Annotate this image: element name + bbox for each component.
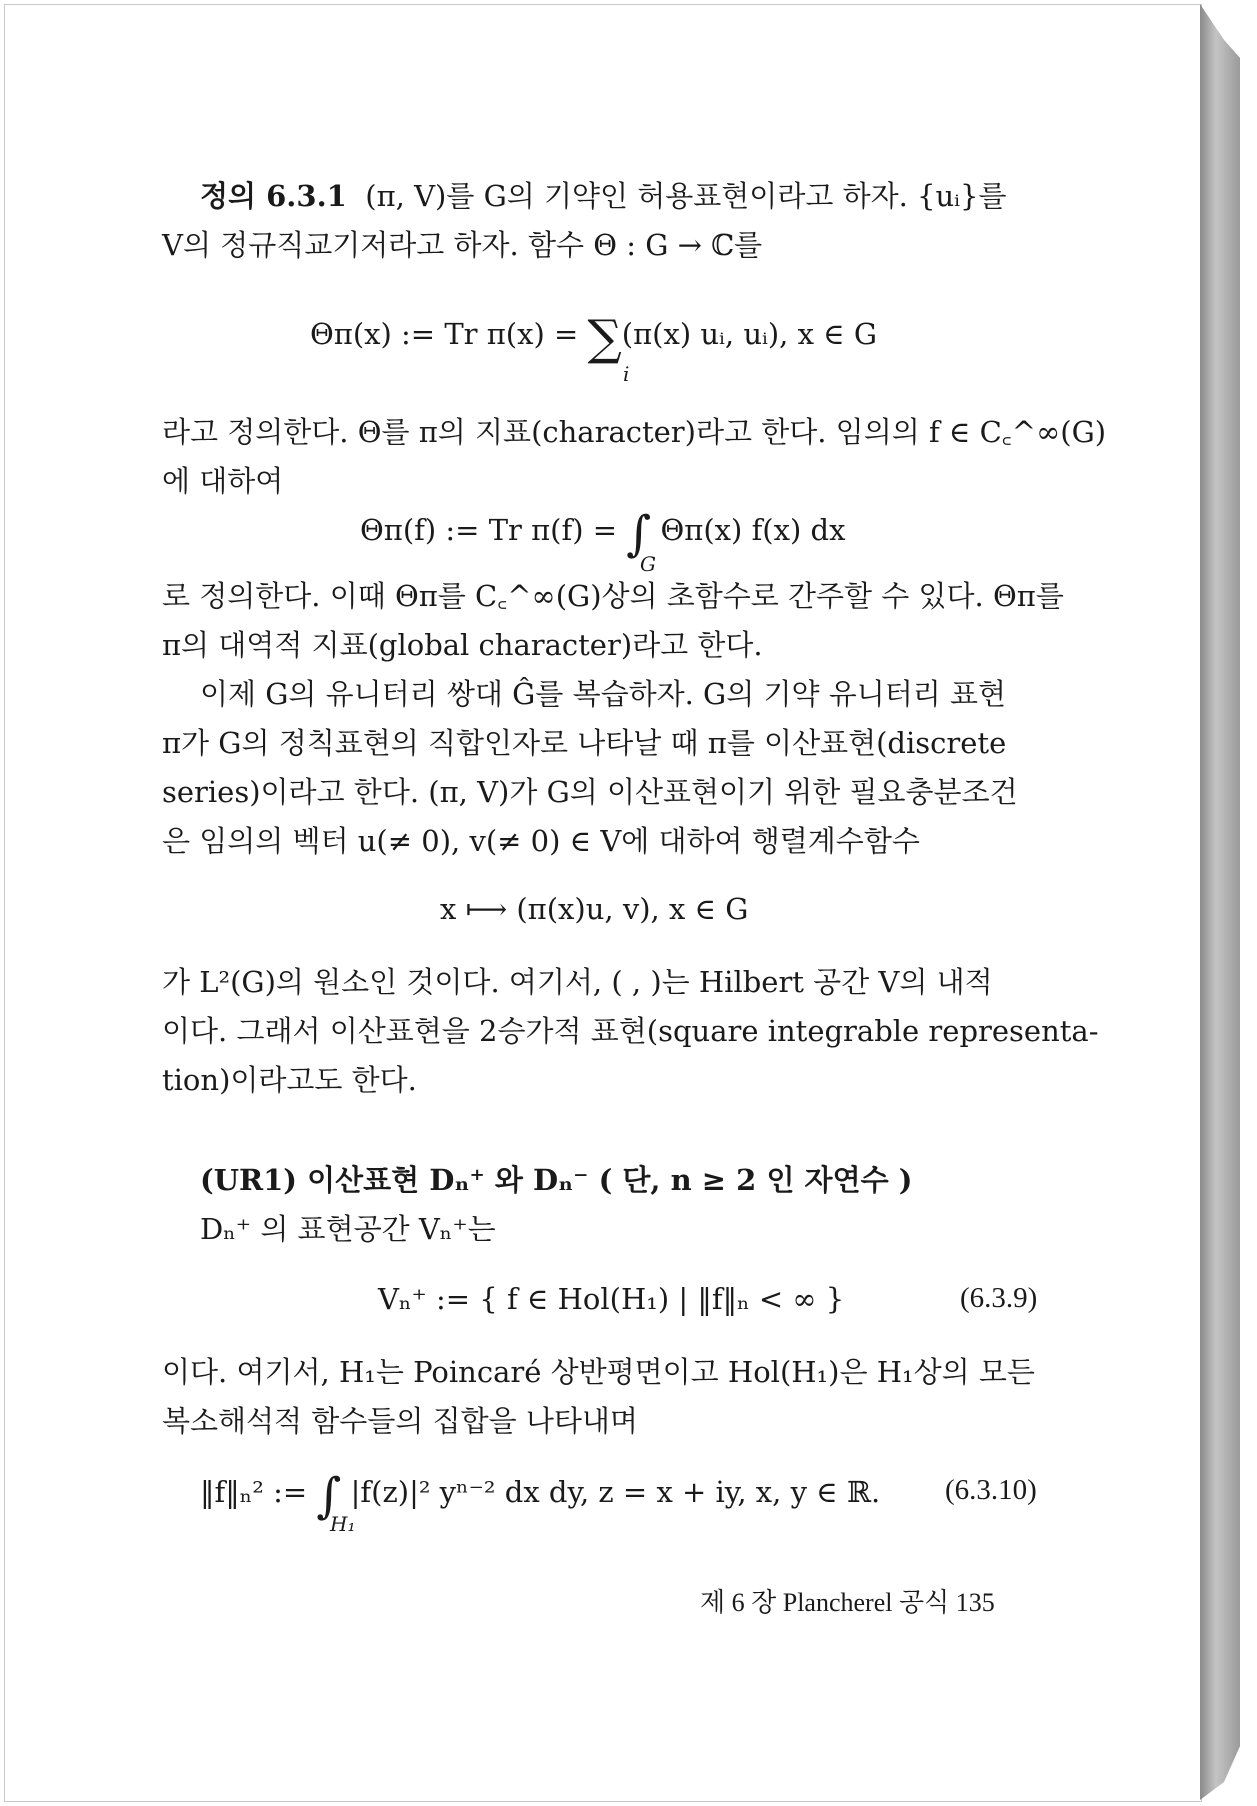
paragraph-1 [162, 408, 1107, 506]
paragraph-2 [162, 572, 1064, 670]
integral-symbol: ∫ [626, 506, 652, 562]
paragraph-5 [162, 1348, 1047, 1446]
page-footer: 제 6 장 Plancherel 공식 135 [700, 1588, 995, 1617]
definition-block [162, 172, 1047, 270]
equation-character-right: (π(x) uᵢ, uᵢ), x ∈ G [621, 317, 878, 351]
paragraph-3-line-1: 이제 G의 유니터리 쌍대 Ĝ를 복습하자. G의 기약 유니터리 표현 [200, 677, 1007, 711]
definition-line-1 [162, 172, 1047, 221]
paragraph-4-line-2: 이다. 그래서 이산표현을 2승가적 표현(square integrable representa- [162, 1014, 1099, 1048]
integral-symbol-2: ∫ [316, 1468, 342, 1524]
sum-symbol: ∑ [587, 310, 622, 366]
equation-number-6-3-10: (6.3.10) [945, 1474, 1037, 1506]
paragraph-3 [162, 670, 1047, 866]
ur1-heading: (UR1) 이산표현 Dₙ⁺ 와 Dₙ⁻ ( 단, n ≥ 2 인 자연수 ) [200, 1163, 913, 1197]
equation-norm [200, 1468, 880, 1524]
paragraph-4 [162, 958, 1099, 1105]
paragraph-3-line-3: series)이라고 한다. (π, V)가 G의 이산표현이기 위한 필요충분조건 [162, 775, 1018, 809]
equation-character [310, 310, 877, 366]
definition-text-1: (π, V)를 G의 기약인 허용표현이라고 하자. {uᵢ}를 [365, 179, 1007, 213]
equation-number-6-3-9: (6.3.9) [960, 1282, 1038, 1314]
paragraph-5-line-2: 복소해석적 함수들의 집합을 나타내며 [162, 1404, 638, 1438]
paragraph-3-line-4: 은 임의의 벡터 u(≠ 0), v(≠ 0) ∈ V에 대하여 행렬계수함수 [162, 824, 920, 858]
paragraph-1-line-2: 에 대하여 [162, 464, 284, 498]
paragraph-1-line-1: 라고 정의한다. Θ를 π의 지표(character)라고 한다. 임의의 f ∈ C꜀^∞(G) [162, 415, 1107, 449]
equation-representation-space: Vₙ⁺ := { f ∈ Hol(H₁) | ‖f‖ₙ < ∞ } [378, 1282, 845, 1316]
sum-index: i [623, 362, 630, 386]
page-edge-shadow [1200, 4, 1240, 1800]
definition-line-2: V의 정규직교기저라고 하자. 함수 Θ : G → ℂ를 [162, 228, 763, 262]
equation-character-left: Θπ(x) := Tr π(x) = [310, 317, 588, 351]
integral-index: G [640, 552, 656, 576]
equation-matrix-coefficient: x ⟼ (π(x)u, v), x ∈ G [440, 892, 749, 926]
paragraph-4-line-1: 가 L²(G)의 원소인 것이다. 여기서, ( , )는 Hilbert 공간 V의 내적 [162, 965, 993, 999]
paragraph-2-line-2: π의 대역적 지표(global character)라고 한다. [162, 628, 763, 662]
paragraph-5-line-1: 이다. 여기서, H₁는 Poincaré 상반평면이고 Hol(H₁)은 H₁상의 모든 [162, 1355, 1035, 1389]
paragraph-2-line-1: 로 정의한다. 이때 Θπ를 C꜀^∞(G)상의 초함수로 간주할 수 있다. Θπ를 [162, 579, 1064, 613]
ur1-section [162, 1156, 1047, 1254]
paragraph-4-line-3: tion)이라고도 한다. [162, 1063, 417, 1097]
integral-index-2: H₁ [330, 1512, 356, 1536]
equation-distribution-character [360, 506, 845, 562]
equation-2-left: Θπ(f) := Tr π(f) = [360, 513, 627, 547]
equation-5-left: ‖f‖ₙ² := [200, 1475, 317, 1509]
equation-5-right: |f(z)|² yⁿ⁻² dx dy, z = x + iy, x, y ∈ ℝ. [341, 1475, 881, 1509]
paragraph-3-line-2: π가 G의 정칙표현의 직합인자로 나타날 때 π를 이산표현(discrete [162, 726, 1007, 760]
definition-title: 정의 6.3.1 [200, 179, 347, 213]
ur1-intro: Dₙ⁺ 의 표현공간 Vₙ⁺는 [200, 1212, 496, 1246]
equation-2-right: Θπ(x) f(x) dx [651, 513, 846, 547]
